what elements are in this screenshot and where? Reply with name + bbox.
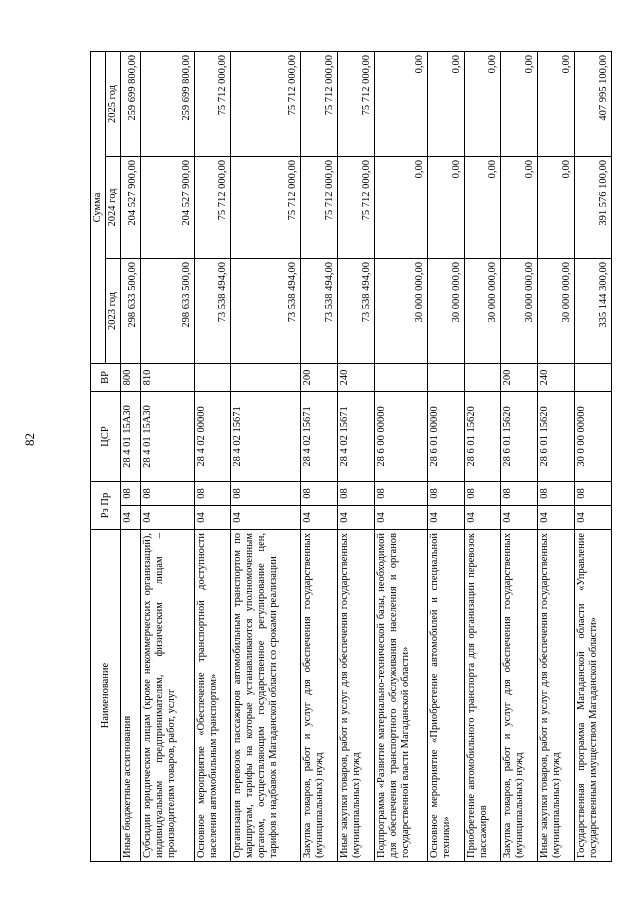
table-row: [231, 51, 301, 861]
cell-csr: 28 4 01 15А30: [121, 391, 141, 481]
cell-y2023: 73 538 494,00: [337, 258, 374, 363]
page-number: 82: [22, 433, 37, 446]
cell-pr: 08: [464, 481, 501, 505]
cell-pr: 08: [427, 481, 464, 505]
cell-y2023: 298 633 500,00: [141, 258, 194, 363]
cell-name: Иные бюджетные ассигнования: [121, 530, 141, 862]
header-2025: 2025 год: [106, 51, 121, 156]
cell-y2025: 0,00: [538, 51, 575, 156]
cell-csr: 28 6 00 00000: [374, 391, 427, 481]
header-2023: 2023 год: [106, 258, 121, 363]
cell-y2024: 75 712 000,00: [301, 156, 338, 258]
cell-vr: [194, 363, 231, 391]
cell-name: Закупка товаров, работ и услуг для обеспечения государственных (муниципальных) нужд: [501, 530, 538, 862]
cell-y2025: 259 699 800,00: [141, 51, 194, 156]
cell-y2024: 204 527 900,00: [121, 156, 141, 258]
cell-pr: 08: [374, 481, 427, 505]
cell-csr: 28 4 01 15А30: [141, 391, 194, 481]
cell-pr: 08: [231, 481, 301, 505]
cell-y2023: 30 000 000,00: [374, 258, 427, 363]
cell-rz: 04: [501, 506, 538, 530]
cell-pr: 08: [141, 481, 194, 505]
cell-pr: 08: [575, 481, 612, 505]
table-body: [121, 51, 612, 861]
cell-y2025: 0,00: [501, 51, 538, 156]
table-row: [374, 51, 427, 861]
cell-vr: [231, 363, 301, 391]
cell-y2025: 0,00: [427, 51, 464, 156]
cell-vr: 200: [501, 363, 538, 391]
cell-y2023: 30 000 000,00: [538, 258, 575, 363]
cell-name: Иные закупки товаров, работ и услуг для обеспечения государственных (муниципальных) нужд: [538, 530, 575, 862]
rotated-table-container: [90, 52, 612, 862]
cell-csr: 28 6 01 15620: [464, 391, 501, 481]
cell-y2023: 30 000 000,00: [501, 258, 538, 363]
table-row: [194, 51, 231, 861]
cell-y2024: 391 576 100,00: [575, 156, 612, 258]
cell-rz: 04: [301, 506, 338, 530]
cell-vr: 240: [538, 363, 575, 391]
cell-rz: 04: [575, 506, 612, 530]
cell-vr: 810: [141, 363, 194, 391]
cell-y2024: 0,00: [538, 156, 575, 258]
cell-y2024: 0,00: [464, 156, 501, 258]
cell-rz: 04: [194, 506, 231, 530]
header-name: Наименование: [91, 530, 121, 862]
cell-csr: 28 6 01 00000: [427, 391, 464, 481]
cell-y2025: 407 995 100,00: [575, 51, 612, 156]
cell-y2023: 30 000 000,00: [427, 258, 464, 363]
cell-pr: 08: [301, 481, 338, 505]
header-sum: Сумма: [91, 51, 106, 363]
cell-vr: [575, 363, 612, 391]
cell-vr: 240: [337, 363, 374, 391]
cell-name: Закупка товаров, работ и услуг для обеспечения государственных (муниципальных) нужд: [301, 530, 338, 862]
cell-y2023: 335 144 300,00: [575, 258, 612, 363]
cell-y2024: 75 712 000,00: [231, 156, 301, 258]
cell-pr: 08: [121, 481, 141, 505]
cell-csr: 28 4 02 15671: [301, 391, 338, 481]
cell-csr: 30 0 00 00000: [575, 391, 612, 481]
cell-pr: 08: [337, 481, 374, 505]
cell-y2024: 0,00: [501, 156, 538, 258]
table-row: [301, 51, 338, 861]
cell-rz: 04: [538, 506, 575, 530]
cell-pr: 08: [194, 481, 231, 505]
table-row: [141, 51, 194, 861]
table-row: [464, 51, 501, 861]
cell-y2023: 30 000 000,00: [464, 258, 501, 363]
cell-y2024: 75 712 000,00: [337, 156, 374, 258]
cell-y2023: 73 538 494,00: [194, 258, 231, 363]
cell-vr: [427, 363, 464, 391]
cell-name: Организация перевозок пассажиров автомобильным транспортом по маршрутам, тарифы на которые устанавливаются уполномоченным органом, осуществляющим государственное регулирование цен, тарифов и надбавок в Магаданской области со сроками реализации: [231, 530, 301, 862]
cell-rz: 04: [337, 506, 374, 530]
cell-y2025: 75 712 000,00: [231, 51, 301, 156]
cell-csr: 28 4 02 15671: [231, 391, 301, 481]
cell-pr: 08: [501, 481, 538, 505]
cell-name: Основное мероприятие «Приобретение автомобилей и специальной техники»: [427, 530, 464, 862]
table-row: [538, 51, 575, 861]
cell-name: Субсидии юридическим лицам (кроме некоммерческих организаций), индивидуальным предпринимателям, физическим лицам – производителям товаров, работ, услуг: [141, 530, 194, 862]
header-csr: ЦСР: [91, 391, 121, 481]
cell-y2025: 0,00: [464, 51, 501, 156]
header-rz-pr: Рз Пр: [91, 481, 121, 529]
cell-y2025: 0,00: [374, 51, 427, 156]
cell-y2025: 75 712 000,00: [301, 51, 338, 156]
cell-y2024: 0,00: [374, 156, 427, 258]
cell-pr: 08: [538, 481, 575, 505]
cell-y2024: 75 712 000,00: [194, 156, 231, 258]
header-2024: 2024 год: [106, 156, 121, 258]
cell-rz: 04: [374, 506, 427, 530]
cell-y2023: 73 538 494,00: [231, 258, 301, 363]
cell-y2025: 75 712 000,00: [194, 51, 231, 156]
cell-vr: 800: [121, 363, 141, 391]
cell-vr: 200: [301, 363, 338, 391]
cell-name: Приобретение автомобильного транспорта для организации перевозок пассажиров: [464, 530, 501, 862]
cell-csr: 28 6 01 15620: [501, 391, 538, 481]
cell-rz: 04: [231, 506, 301, 530]
cell-rz: 04: [141, 506, 194, 530]
cell-name: Основное мероприятие «Обеспечение транспортной доступности населения автомобильным транспортом»: [194, 530, 231, 862]
cell-name: Подпрограмма «Развитие материально-технической базы, необходимой для обеспечения транспортного обслуживания населения и органов государственной власти Магаданской области»: [374, 530, 427, 862]
budget-table: [90, 51, 612, 862]
cell-vr: [464, 363, 501, 391]
header-vr: ВР: [91, 363, 121, 391]
table-row: [121, 51, 141, 861]
table-row: [501, 51, 538, 861]
cell-csr: 28 6 01 15620: [538, 391, 575, 481]
cell-y2025: 259 699 800,00: [121, 51, 141, 156]
cell-vr: [374, 363, 427, 391]
cell-name: Государственная программа Магаданской области «Управление государственным имуществом Магаданской области»: [575, 530, 612, 862]
cell-csr: 28 4 02 00000: [194, 391, 231, 481]
cell-csr: 28 4 02 15671: [337, 391, 374, 481]
table-row: [575, 51, 612, 861]
table-row: [427, 51, 464, 861]
cell-rz: 04: [427, 506, 464, 530]
cell-y2023: 298 633 500,00: [121, 258, 141, 363]
cell-rz: 04: [464, 506, 501, 530]
cell-rz: 04: [121, 506, 141, 530]
table-row: [337, 51, 374, 861]
cell-y2024: 204 527 900,00: [141, 156, 194, 258]
cell-y2023: 73 538 494,00: [301, 258, 338, 363]
cell-y2025: 75 712 000,00: [337, 51, 374, 156]
cell-y2024: 0,00: [427, 156, 464, 258]
cell-name: Иные закупки товаров, работ и услуг для обеспечения государственных (муниципальных) нужд: [337, 530, 374, 862]
